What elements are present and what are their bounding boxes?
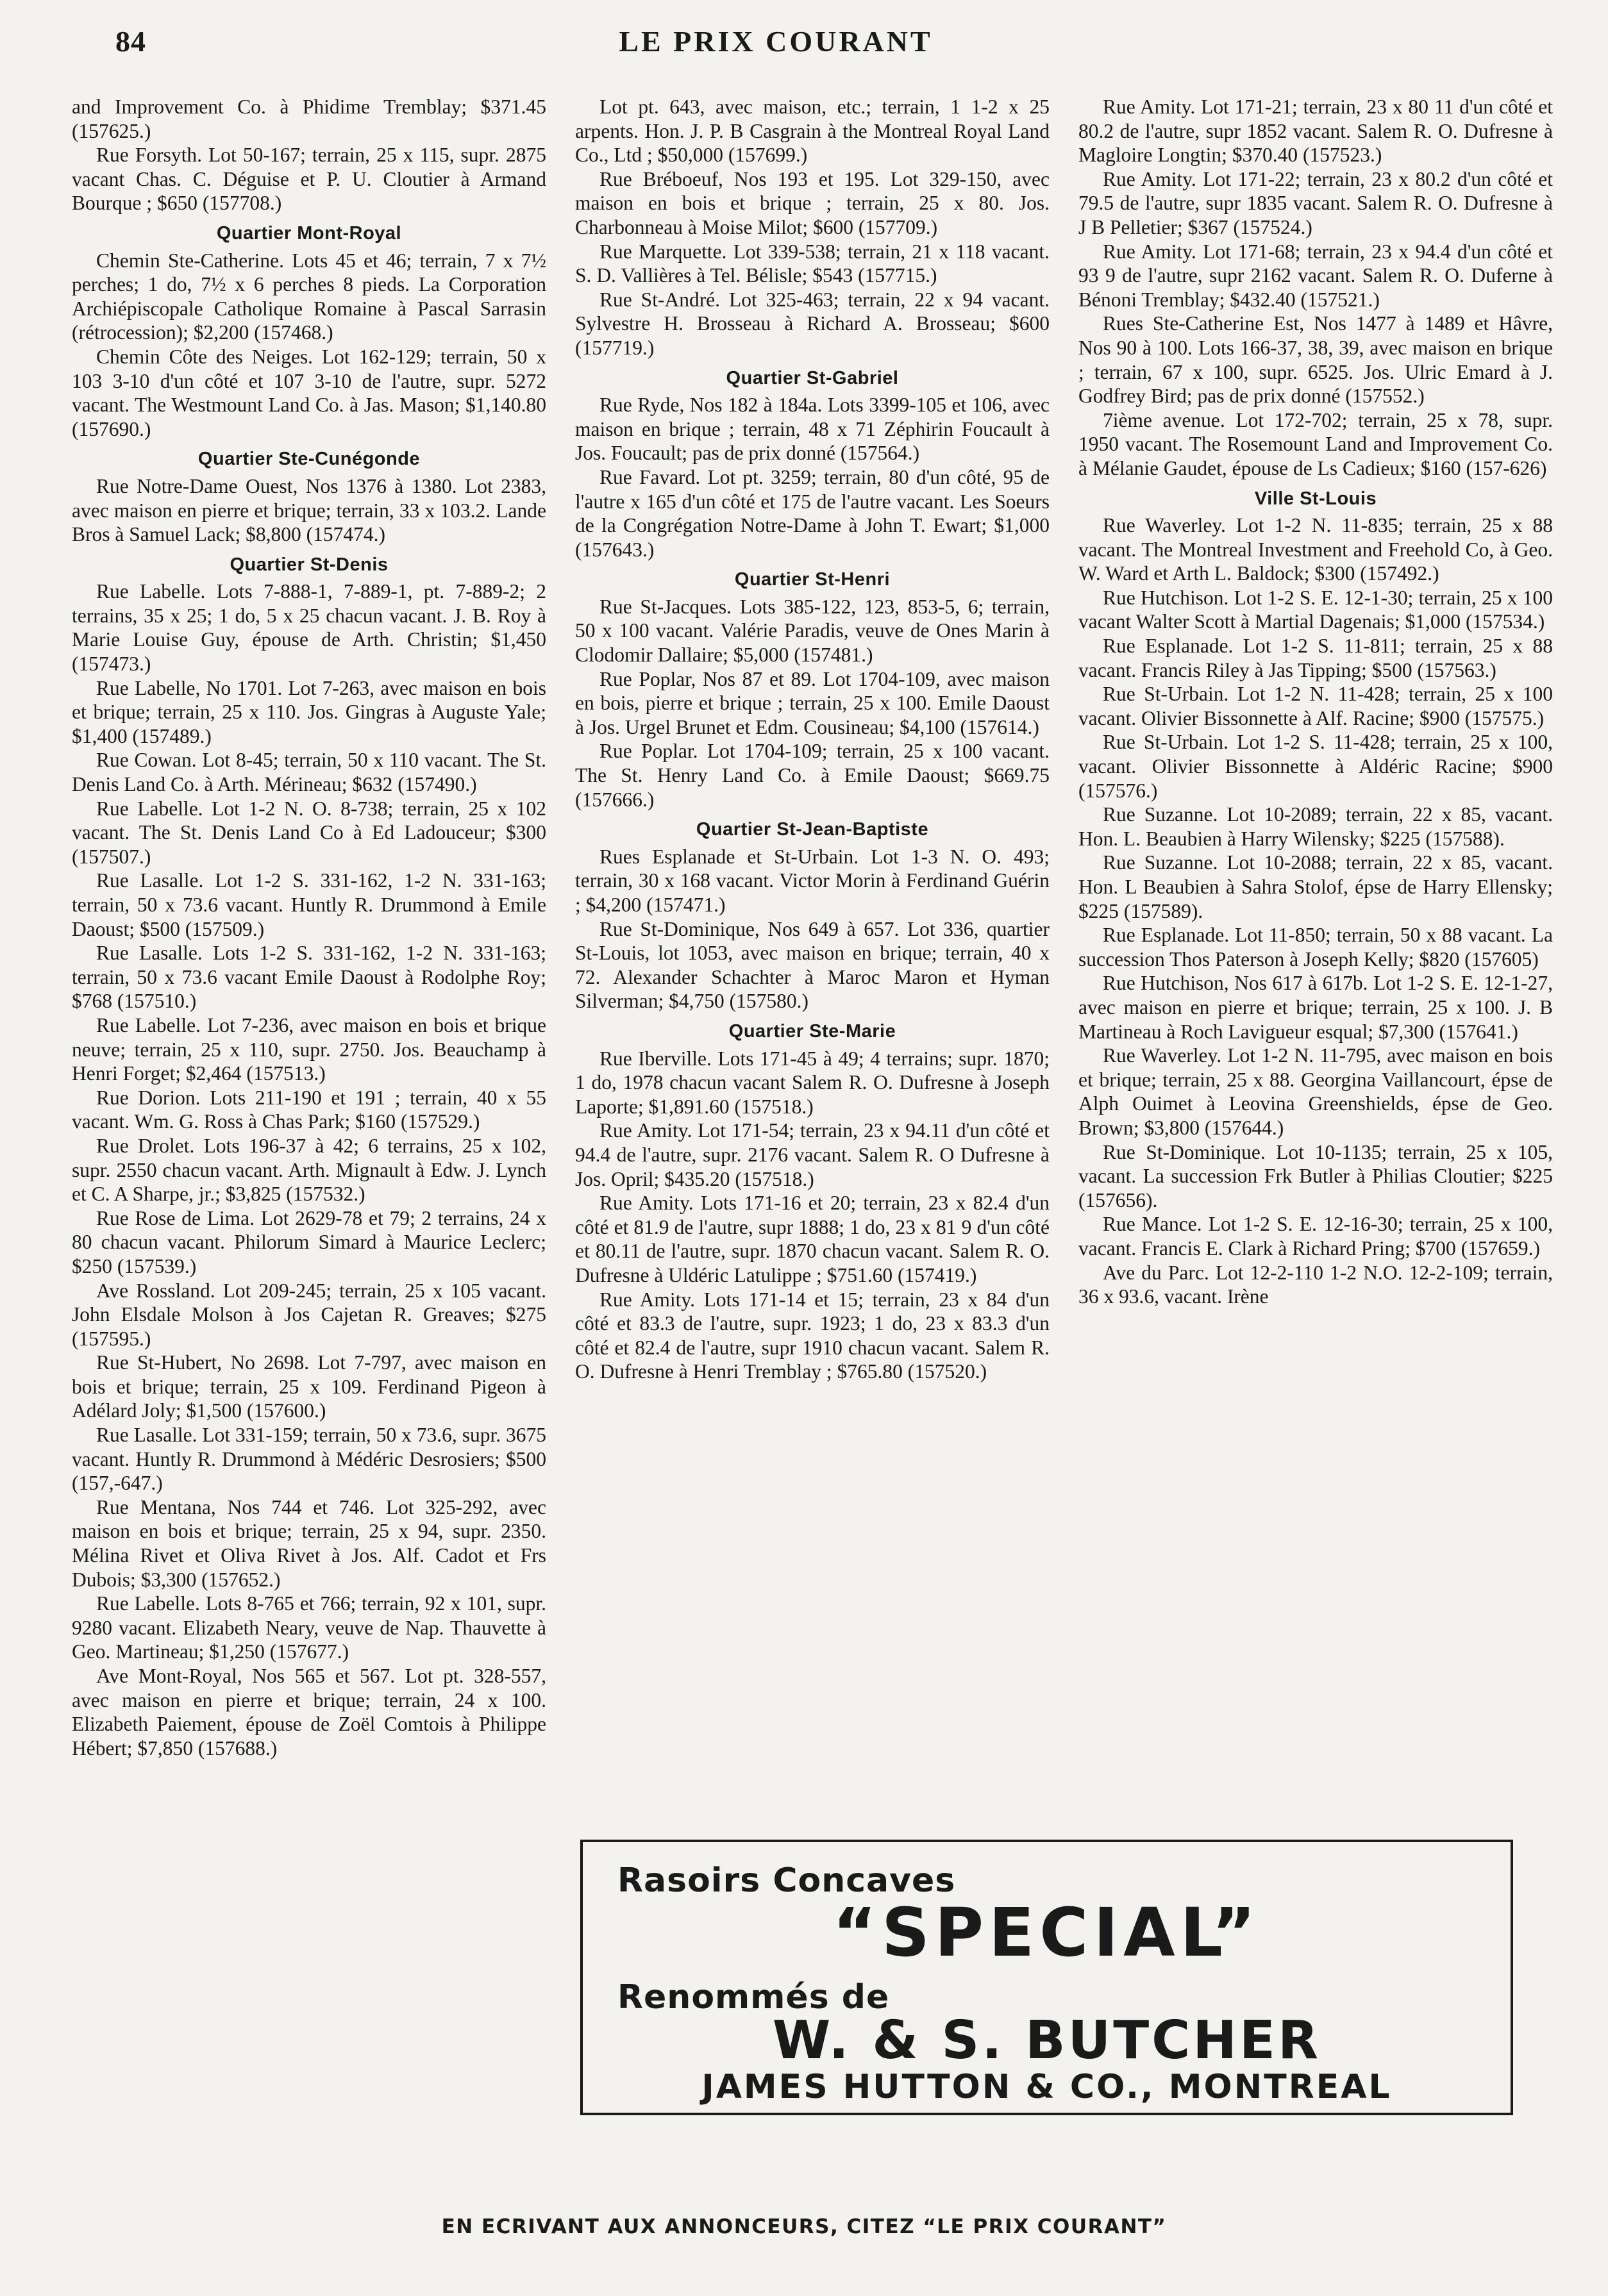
text-columns: [72, 95, 1553, 2050]
listing-entry: Rue Poplar, Nos 87 et 89. Lot 1704-109, avec maison en bois, pierre et brique ; terrain, 25 x 100. Emile Daoust à Jos. Urgel Brunet et Edm. Cousineau; $4,100 (157614.): [575, 667, 1050, 738]
listing-entry: Rue St-André. Lot 325-463; terrain, 22 x 94 vacant. Sylvestre H. Brosseau à Richard A. Brosseau; $600 (157719.): [575, 288, 1050, 359]
listing-entry: Rue St-Urbain. Lot 1-2 S. 11-428; terrain, 25 x 100, vacant. Olivier Bissonnette à Aldéric Racine; $900 (157576.): [1078, 731, 1553, 802]
listing-entry: Rue Amity. Lot 171-54; terrain, 23 x 94.11 d'un côté et 94.4 de l'autre, supr. 2176 vacant. Salem R. O Dufresne à Jos. Opril; $435.20 (157518.): [575, 1119, 1050, 1190]
listing-entry: Rue St-Dominique. Lot 10-1135; terrain, 25 x 105, vacant. La succession Frk Butler à Philias Cloutier; $225 (157656).: [1078, 1140, 1553, 1211]
section-heading: Quartier St-Jean-Baptiste: [696, 819, 929, 840]
journal-title: LE PRIX COURANT: [619, 25, 933, 58]
listing-entry: Rue Cowan. Lot 8-45; terrain, 50 x 110 vacant. The St. Denis Land Co. à Arth. Mérineau; $632 (157490.): [72, 749, 546, 796]
ad-brand: W. & S. BUTCHER: [772, 2010, 1321, 2071]
listing-entry: Chemin Ste-Catherine. Lots 45 et 46; terrain, 7 x 7½ perches; 1 do, 7½ x 6 perches 8 pieds. La Corporation Archiépiscopale Catholique Romaine à Pascal Sarrasin (rétrocession); $2,200 (157468.): [72, 249, 546, 344]
listing-entry: 7ième avenue. Lot 172-702; terrain, 25 x 78, supr. 1950 vacant. The Rosemount Land and Improvement Co. à Mélanie Gaudet, épouse de Ls Cadieux; $160 (157-626): [1078, 408, 1553, 479]
ad-subline: Renommés de: [617, 1978, 890, 2017]
listing-entry: Rue St-Dominique, Nos 649 à 657. Lot 336, quartier St-Louis, lot 1053, avec maison en brique; terrain, 40 x 72. Alexander Schachter à Maroc Maron et Hyman Silverman; $4,750 (157580.): [575, 917, 1050, 1013]
column-left: [72, 95, 546, 2050]
column-middle: [575, 95, 1050, 2050]
page-footer: EN ECRIVANT AUX ANNONCEURS, CITEZ “LE PRIX COURANT”: [441, 2215, 1167, 2238]
section-heading: Quartier St-Denis: [230, 554, 389, 575]
listing-entry: Rue Labelle. Lots 7-888-1, 7-889-1, pt. 7-889-2; 2 terrains, 35 x 25; 1 do, 5 x 25 chacun vacant. J. B. Roy à Marie Louise Guy, épouse de Arth. Christin; $1,450 (157473.): [72, 580, 546, 676]
listing-entry: Rue Mentana, Nos 744 et 746. Lot 325-292, avec maison en bois et brique; terrain, 25 x 94, supr. 2350. Mélina Rivet et Oliva Rivet à Jos. Alf. Cadot et Frs Dubois; $3,300 (157652.): [72, 1495, 546, 1591]
section-heading: Quartier St-Henri: [734, 569, 891, 590]
listing-entry: Rue Favard. Lot pt. 3259; terrain, 80 d'un côté, 95 de l'autre x 165 d'un côté et 175 de l'autre vacant. Les Soeurs de la Congrégation Notre-Dame à John T. Ewart; $1,000 (157643.): [575, 465, 1050, 561]
listing-entry: Rue Esplanade. Lot 11-850; terrain, 50 x 88 vacant. La succession Thos Paterson à Joseph Kelly; $820 (157605): [1078, 924, 1553, 970]
listing-entry: Rue Rose de Lima. Lot 2629-78 et 79; 2 terrains, 24 x 80 chacun vacant. Philorum Simard à Maurice Leclerc; $250 (157539.): [72, 1206, 546, 1277]
ad-distributor: JAMES HUTTON & CO., MONTREAL: [701, 2068, 1392, 2106]
listing-entry: Rue Lasalle. Lot 1-2 S. 331-162, 1-2 N. 331-163; terrain, 50 x 73.6 vacant. Huntly R. Drummond à Emile Daoust; $500 (157509.): [72, 869, 546, 940]
listing-entry: Rue Lasalle. Lot 331-159; terrain, 50 x 73.6, supr. 3675 vacant. Huntly R. Drummond à Médéric Desrosiers; $500 (157,-647.): [72, 1424, 546, 1495]
listing-entry: Rues Ste-Catherine Est, Nos 1477 à 1489 et Hâvre, Nos 90 à 100. Lots 166-37, 38, 39, avec maison en brique ; terrain, 67 x 100, supr. 6525. Jos. Ulric Emard à J. Godfrey Bird; pas de prix donné (157552.): [1078, 312, 1553, 408]
listing-entry: Rue St-Hubert, No 2698. Lot 7-797, avec maison en bois et brique; terrain, 25 x 109. Ferdinand Pigeon à Adélard Joly; $1,500 (157600.): [72, 1351, 546, 1422]
section-heading: Quartier St-Gabriel: [726, 367, 899, 388]
listing-entry: Rue Forsyth. Lot 50-167; terrain, 25 x 115, supr. 2875 vacant Chas. C. Déguise et P. U. Cloutier à Armand Bourque ; $650 (157708.): [72, 144, 546, 215]
listing-entry: Rue Poplar. Lot 1704-109; terrain, 25 x 100 vacant. The St. Henry Land Co. à Emile Daoust; $669.75 (157666.): [575, 740, 1050, 811]
listing-entry: Rue Lasalle. Lots 1-2 S. 331-162, 1-2 N. 331-163; terrain, 50 x 73.6 vacant Emile Daoust à Rodolphe Roy; $768 (157510.): [72, 942, 546, 1013]
listing-entry: Rue Labelle. Lots 8-765 et 766; terrain, 92 x 101, supr. 9280 vacant. Elizabeth Neary, veuve de Nap. Thauvette à Geo. Martineau; $1,250 (157677.): [72, 1592, 546, 1663]
listing-entry: Rue Amity. Lot 171-22; terrain, 23 x 80.2 d'un côté et 79.5 de l'autre, supr 1835 vacant. Salem R. O. Dufresne à J B Pelletier; $367 (157524.): [1078, 167, 1553, 238]
column-right: [1078, 95, 1553, 2050]
page-header: [96, 24, 1455, 63]
listing-entry: Rue Labelle. Lot 1-2 N. O. 8-738; terrain, 25 x 102 vacant. The St. Denis Land Co à Ed Ladouceur; $300 (157507.): [72, 797, 546, 868]
listing-entry: Rue Iberville. Lots 171-45 à 49; 4 terrains; supr. 1870; 1 do, 1978 chacun vacant Salem R. O. Dufresne à Joseph Laporte; $1,891.60 (157518.): [575, 1047, 1050, 1118]
section-heading: Quartier Mont-Royal: [216, 222, 402, 244]
ad-product-line: Rasoirs Concaves: [617, 1861, 956, 1900]
listing-entry: Ave Rossland. Lot 209-245; terrain, 25 x 105 vacant. John Elsdale Molson à Jos Cajetan R. Greaves; $275 (157595.): [72, 1279, 546, 1350]
listing-entry: Lot pt. 643, avec maison, etc.; terrain, 1 1-2 x 25 arpents. Hon. J. P. B Casgrain à the Montreal Royal Land Co., Ltd ; $50,000 (157699.): [575, 96, 1050, 167]
listing-entry: Rue Labelle. Lot 7-236, avec maison en bois et brique neuve; terrain, 25 x 110, supr. 2750. Jos. Beauchamp à Henri Forget; $2,464 (157513.): [72, 1013, 546, 1085]
ad-headline: “SPECIAL”: [832, 1893, 1261, 1972]
listing-entry: Rue Ryde, Nos 182 à 184a. Lots 3399-105 et 106, avec maison en brique ; terrain, 48 x 71 Zéphirin Foucault à Jos. Foucault; pas de prix donné (157564.): [575, 394, 1050, 465]
section-heading: Quartier Ste-Marie: [728, 1020, 896, 1042]
listing-entry: Ave du Parc. Lot 12-2-110 1-2 N.O. 12-2-109; terrain, 36 x 93.6, vacant. Irène: [1078, 1261, 1553, 1308]
section-heading: Ville St-Louis: [1254, 488, 1377, 509]
listing-entry: Rue St-Urbain. Lot 1-2 N. 11-428; terrain, 25 x 100 vacant. Olivier Bissonnette à Alf. Racine; $900 (157575.): [1078, 683, 1553, 729]
listing-entry: Rue Waverley. Lot 1-2 N. 11-795, avec maison en bois et brique; terrain, 25 x 88. Georgina Vaillancourt, épse de Alph Ouimet à Leovina Greenshields, épse de Geo. Brown; $3,800 (157644.): [1078, 1044, 1553, 1139]
listing-entry: Ave Mont-Royal, Nos 565 et 567. Lot pt. 328-557, avec maison en pierre et brique; terrain, 24 x 100. Elizabeth Paiement, épouse de Zoël Comtois à Philippe Hébert; $7,850 (157688.): [72, 1665, 546, 1759]
listing-entry: Rue Suzanne. Lot 10-2089; terrain, 22 x 85, vacant. Hon. L. Beaubien à Harry Wilensky; $225 (157588).: [1078, 803, 1553, 850]
listing-entry: Rue Notre-Dame Ouest, Nos 1376 à 1380. Lot 2383, avec maison en pierre et brique; terrain, 33 x 103.2. Lande Bros à Samuel Lack; $8,800 (157474.): [72, 474, 546, 546]
listing-entry: Rue Mance. Lot 1-2 S. E. 12-16-30; terrain, 25 x 100, vacant. Francis E. Clark à Richard Pring; $700 (157659.): [1078, 1213, 1553, 1260]
listing-entry: Rue Hutchison, Nos 617 à 617b. Lot 1-2 S. E. 12-1-27, avec maison en pierre et brique; terrain, 25 x 100. J. B Martineau à Roch Lavigueur esqual; $7,300 (157641.): [1078, 972, 1553, 1043]
listing-entry: Rue Amity. Lots 171-14 et 15; terrain, 23 x 84 d'un côté et 83.3 de l'autre, supr. 1923; 1 do, 23 x 83.3 d'un côté et 82.4 de l'autre, supr 1910 chacun vacant. Salem R. O. Dufresne à Henri Tremblay ; $765.80 (157520.): [575, 1288, 1050, 1383]
listing-entry: Chemin Côte des Neiges. Lot 162-129; terrain, 50 x 103 3-10 d'un côté et 107 3-10 de l'autre, supr. 5272 vacant. The Westmount Land Co. à Jas. Mason; $1,140.80 (157690.): [72, 345, 546, 440]
listing-entry: Rue Bréboeuf, Nos 193 et 195. Lot 329-150, avec maison en bois et brique ; terrain, 25 x 80. Jos. Charbonneau à Moise Milot; $600 (157709.): [575, 167, 1050, 238]
listing-entry: Rue Esplanade. Lot 1-2 S. 11-811; terrain, 25 x 88 vacant. Francis Riley à Jas Tipping; $500 (157563.): [1078, 635, 1553, 681]
listing-entry: and Improvement Co. à Phidime Tremblay; $371.45 (157625.): [72, 96, 546, 142]
listing-entry: Rue Waverley. Lot 1-2 N. 11-835; terrain, 25 x 88 vacant. The Montreal Investment and Freehold Co, à Geo. W. Ward et Arth L. Baldock; $300 (157492.): [1078, 514, 1553, 585]
listing-entry: Rue Suzanne. Lot 10-2088; terrain, 22 x 85, vacant. Hon. L Beaubien à Sahra Stolof, épse de Harry Ellensky; $225 (157589).: [1078, 851, 1553, 922]
listing-entry: Rue Marquette. Lot 339-538; terrain, 21 x 118 vacant. S. D. Vallières à Tel. Bélisle; $543 (157715.): [575, 240, 1050, 287]
page-number: 84: [115, 25, 146, 58]
listing-entry: Rue Amity. Lot 171-68; terrain, 23 x 94.4 d'un côté et 93 9 de l'autre, supr 2162 vacant. Salem R. O. Duferne à Bénoni Tremblay; $432.40 (157521.): [1078, 240, 1553, 311]
listing-entry: Rue St-Jacques. Lots 385-122, 123, 853-5, 6; terrain, 50 x 100 vacant. Valérie Paradis, veuve de Ones Marin à Clodomir Dallaire; $5,000 (157481.): [575, 595, 1050, 667]
listing-entry: Rues Esplanade et St-Urbain. Lot 1-3 N. O. 493; terrain, 30 x 168 vacant. Victor Morin à Ferdinand Guérin ; $4,200 (157471.): [575, 845, 1050, 916]
section-heading: Quartier Ste-Cunégonde: [197, 449, 421, 470]
listing-entry: Rue Dorion. Lots 211-190 et 191 ; terrain, 40 x 55 vacant. Wm. G. Ross à Chas Park; $160 (157529.): [72, 1086, 546, 1133]
listing-entry: Rue Hutchison. Lot 1-2 S. E. 12-1-30; terrain, 25 x 100 vacant Walter Scott à Martial Dagenais; $1,000 (157534.): [1078, 586, 1553, 633]
listing-entry: Rue Amity. Lot 171-21; terrain, 23 x 80 11 d'un côté et 80.2 de l'autre, supr 1852 vacant. Salem R. O. Dufresne à Magloire Longtin; $370.40 (157523.): [1078, 96, 1553, 167]
listing-entry: Rue Amity. Lots 171-16 et 20; terrain, 23 x 82.4 d'un côté et 81.9 de l'autre, supr 1888; 1 do, 23 x 81 9 d'un côté et 80.11 de l'autre, supr. 1870 chacun vacant. Salem R. O. Dufresne à Uldéric Latulippe ; $751.60 (157419.): [575, 1192, 1050, 1286]
advertisement-box: [580, 1840, 1513, 2115]
listing-entry: Rue Labelle, No 1701. Lot 7-263, avec maison en bois et brique; terrain, 25 x 110. Jos. Gingras à Auguste Yale; $1,400 (157489.): [72, 676, 546, 747]
listing-entry: Rue Drolet. Lots 196-37 à 42; 6 terrains, 25 x 102, supr. 2550 chacun vacant. Arth. Mignault à Edw. J. Lynch et C. A Sharpe, jr.; $3,825 (157532.): [72, 1134, 546, 1206]
